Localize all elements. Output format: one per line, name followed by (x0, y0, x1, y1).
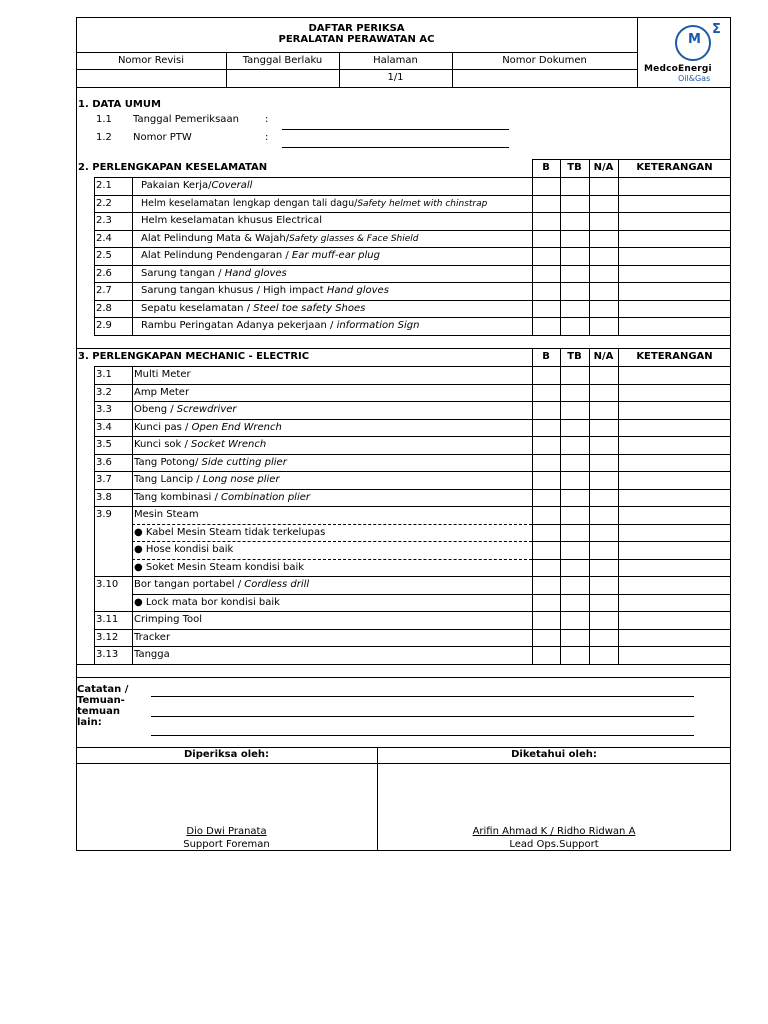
section3-check-na[interactable] (589, 506, 618, 524)
section3-remark-cell[interactable] (618, 489, 731, 506)
section3-item-no: 3.8 (96, 492, 112, 503)
section2-check-na[interactable] (589, 195, 618, 212)
section2-item-label (141, 215, 322, 227)
section2-check-na[interactable] (589, 230, 618, 247)
item-text-english: Combination plier (221, 492, 310, 503)
section3-row-dash-9 (132, 524, 532, 525)
section3-col-na: N/A (593, 351, 614, 362)
doc-title-line2: PERALATAN PERAWATAN AC (278, 34, 435, 45)
section3-check-b[interactable] (532, 471, 560, 489)
item-text: Rambu Peringatan Adanya pekerjaan / (141, 320, 337, 331)
header-line-3 (76, 87, 731, 88)
section3-check-b[interactable] (532, 524, 560, 541)
section3-check-b[interactable] (532, 366, 560, 384)
section2-check-b[interactable] (532, 317, 560, 335)
section2-check-na[interactable] (589, 300, 618, 317)
sign-top-line (76, 747, 731, 748)
section2-remark-cell[interactable] (618, 195, 731, 212)
section3-item-no: 3.7 (96, 474, 112, 485)
section2-check-tb[interactable] (560, 195, 589, 212)
section3-check-tb[interactable] (560, 401, 589, 419)
section3-item-label (134, 492, 310, 504)
section2-remark-cell[interactable] (618, 317, 731, 335)
section2-check-na[interactable] (589, 212, 618, 230)
notes-top-line-a (76, 664, 731, 665)
header-page-value: 1/1 (387, 72, 404, 83)
item-text: Sarung tangan khusus / High impact (141, 285, 327, 296)
section3-check-na[interactable] (589, 524, 618, 541)
s1-item2-label: Nomor PTW (133, 132, 192, 143)
item-text: ● Hose kondisi baik (134, 544, 234, 555)
section2-remark-cell[interactable] (618, 230, 731, 247)
section2-check-tb[interactable] (560, 300, 589, 317)
item-text: Tang kombinasi / (134, 492, 222, 503)
section3-item-no: 3.5 (96, 439, 112, 450)
section3-item-no: 3.6 (96, 457, 112, 468)
section3-check-b[interactable] (532, 646, 560, 664)
item-text: Tang Lancip / (134, 474, 203, 485)
section2-col-b: B (542, 162, 550, 173)
section3-remark-cell[interactable] (618, 576, 731, 594)
section3-check-tb[interactable] (560, 611, 589, 629)
section2-item-no: 2.3 (96, 215, 112, 226)
logo-letter: M (688, 32, 701, 47)
section3-check-na[interactable] (589, 646, 618, 664)
item-text: Helm keselamatan lengkap dengan tali dagu/ (141, 198, 358, 209)
section2-check-tb[interactable] (560, 230, 589, 247)
section3-check-na[interactable] (589, 401, 618, 419)
item-text: Kunci pas / (134, 422, 192, 433)
section3-item-no: 3.10 (96, 579, 119, 590)
section3-item-label (134, 649, 170, 661)
item-text-english: Hand gloves (326, 285, 389, 296)
section3-check-tb[interactable] (560, 489, 589, 506)
section3-item-label (134, 439, 266, 451)
section2-check-tb[interactable] (560, 212, 589, 230)
s1-item1-no: 1.1 (96, 114, 112, 125)
item-text-english: Cordless drill (244, 579, 310, 590)
section1-title: 1. DATA UMUM (78, 99, 161, 110)
item-text-english: Hand gloves (224, 268, 287, 279)
item-text: ● Soket Mesin Steam kondisi baik (134, 562, 305, 573)
section3-check-tb[interactable] (560, 559, 589, 576)
section2-item-no: 2.2 (96, 198, 112, 209)
section3-remark-cell[interactable] (618, 559, 731, 576)
section3-item-no: 3.9 (96, 509, 112, 520)
section3-remark-cell[interactable] (618, 646, 731, 664)
section2-item-label (141, 285, 389, 297)
item-text: ● Lock mata bor kondisi baik (134, 597, 280, 608)
section3-check-b[interactable] (532, 489, 560, 506)
header-line-2 (76, 69, 637, 70)
item-text-english: information Sign (336, 320, 420, 331)
section2-check-b[interactable] (532, 212, 560, 230)
notes-line-2[interactable] (151, 716, 694, 717)
section3-check-na[interactable] (589, 419, 618, 436)
known-by-label: Diketahui oleh: (511, 749, 597, 760)
section3-check-b[interactable] (532, 454, 560, 471)
section3-item-label (134, 404, 237, 416)
item-text: Tracker (134, 632, 171, 643)
section2-remark-cell[interactable] (618, 282, 731, 300)
logo-sigma: Σ (712, 22, 721, 37)
section3-check-na[interactable] (589, 611, 618, 629)
section3-col-b: B (542, 351, 550, 362)
section3-item-label (134, 632, 170, 644)
checked-by-name: Dio Dwi Pranata (186, 826, 267, 837)
section3-item-label (134, 544, 233, 556)
section3-check-tb[interactable] (560, 646, 589, 664)
section2-check-b[interactable] (532, 300, 560, 317)
notes-label-3: temuan (77, 706, 120, 717)
section3-check-b[interactable] (532, 436, 560, 454)
section3-item-no: 3.13 (96, 649, 119, 660)
item-text: Multi Meter (134, 369, 191, 380)
section2-head-top (532, 159, 731, 160)
section3-check-b[interactable] (532, 576, 560, 594)
section3-remark-cell[interactable] (618, 629, 731, 646)
section2-vl-no (94, 177, 95, 335)
section3-check-tb[interactable] (560, 366, 589, 384)
section3-check-na[interactable] (589, 384, 618, 401)
section2-item-no: 2.9 (96, 320, 112, 331)
section2-item-label (141, 303, 365, 315)
header-revision-label: Nomor Revisi (117, 55, 185, 66)
checked-by-label: Diperiksa oleh: (183, 749, 270, 760)
item-text: Tangga (134, 649, 170, 660)
sign-header-line (76, 763, 731, 764)
section3-item-label (134, 387, 189, 399)
section3-check-b[interactable] (532, 629, 560, 646)
item-text: Crimping Tool (134, 614, 203, 625)
item-text: Pakaian Kerja/ (141, 180, 212, 191)
item-text: ● Kabel Mesin Steam tidak terkelupas (134, 527, 326, 538)
item-text-english: Screwdriver (176, 404, 237, 415)
section3-item-label (134, 509, 199, 521)
notes-line-3[interactable] (151, 735, 694, 736)
section3-check-na[interactable] (589, 436, 618, 454)
section3-remark-cell[interactable] (618, 436, 731, 454)
item-text: Amp Meter (134, 387, 190, 398)
section3-check-tb[interactable] (560, 419, 589, 436)
section3-remark-cell[interactable] (618, 524, 731, 541)
section3-check-b[interactable] (532, 541, 560, 559)
section3-remark-cell[interactable] (618, 541, 731, 559)
section2-remark-cell[interactable] (618, 177, 731, 195)
section3-remark-cell[interactable] (618, 384, 731, 401)
section3-item-label (134, 457, 287, 469)
s1-item1-field[interactable] (282, 129, 509, 130)
s1-item2-field[interactable] (282, 147, 509, 148)
item-text: Tang Potong/ (134, 457, 202, 468)
section3-check-tb[interactable] (560, 524, 589, 541)
section3-check-na[interactable] (589, 366, 618, 384)
section3-item-label (134, 614, 202, 626)
known-by-name: Arifin Ahmad K / Ridho Ridwan A (472, 826, 636, 837)
section3-remark-cell[interactable] (618, 419, 731, 436)
section2-check-tb[interactable] (560, 282, 589, 300)
section2-check-na[interactable] (589, 265, 618, 282)
item-text: Bor tangan portabel / (134, 579, 245, 590)
section2-check-na[interactable] (589, 177, 618, 195)
section3-check-tb[interactable] (560, 594, 589, 611)
section3-remark-cell[interactable] (618, 454, 731, 471)
section2-item-no: 2.4 (96, 233, 112, 244)
section3-col-keterangan: KETERANGAN (636, 351, 713, 362)
section2-item-no: 2.5 (96, 250, 112, 261)
section2-check-b[interactable] (532, 230, 560, 247)
item-text: Sarung tangan / (141, 268, 225, 279)
s1-item1-colon: : (265, 114, 269, 125)
item-text: Alat Pelindung Mata & Wajah/ (141, 233, 290, 244)
known-by-role: Lead Ops.Support (509, 839, 599, 850)
section3-item-label (134, 579, 309, 591)
section2-remark-cell[interactable] (618, 265, 731, 282)
section3-row-dash-10 (132, 541, 532, 542)
section3-check-tb[interactable] (560, 541, 589, 559)
section2-item-no: 2.8 (96, 303, 112, 314)
section3-check-b[interactable] (532, 506, 560, 524)
section3-check-b[interactable] (532, 594, 560, 611)
section2-item-no: 2.7 (96, 285, 112, 296)
notes-top-line-b (76, 677, 731, 678)
section3-check-tb[interactable] (560, 436, 589, 454)
section2-check-tb[interactable] (560, 247, 589, 265)
section2-vl-item (132, 177, 133, 335)
section2-item-no: 2.6 (96, 268, 112, 279)
section2-check-b[interactable] (532, 195, 560, 212)
item-text: Mesin Steam (134, 509, 199, 520)
section2-check-na[interactable] (589, 317, 618, 335)
section3-check-na[interactable] (589, 576, 618, 594)
section3-check-b[interactable] (532, 401, 560, 419)
logo-wordmark: MedcoEnergi (644, 64, 712, 74)
section3-check-b[interactable] (532, 419, 560, 436)
section3-remark-cell[interactable] (618, 366, 731, 384)
section2-check-tb[interactable] (560, 317, 589, 335)
section3-remark-cell[interactable] (618, 611, 731, 629)
section3-check-na[interactable] (589, 594, 618, 611)
section3-item-label (134, 369, 191, 381)
section3-check-tb[interactable] (560, 384, 589, 401)
section3-col-tb: TB (567, 351, 582, 362)
section2-check-b[interactable] (532, 265, 560, 282)
item-text-english: Ear muff-ear plug (291, 250, 380, 261)
item-text-english: Open End Wrench (191, 422, 282, 433)
notes-label-1: Catatan / (77, 684, 129, 695)
section2-check-b[interactable] (532, 177, 560, 195)
section2-col-na: N/A (593, 162, 614, 173)
section3-check-na[interactable] (589, 489, 618, 506)
section3-item-no: 3.11 (96, 614, 119, 625)
section2-remark-cell[interactable] (618, 212, 731, 230)
section3-remark-cell[interactable] (618, 506, 731, 524)
notes-label-4: lain: (77, 717, 102, 728)
section3-item-no: 3.3 (96, 404, 112, 415)
section2-check-tb[interactable] (560, 177, 589, 195)
header-page-label: Halaman (373, 55, 418, 66)
section3-remark-cell[interactable] (618, 401, 731, 419)
item-text-english: Safety helmet with chinstrap (357, 199, 488, 209)
section3-check-tb[interactable] (560, 454, 589, 471)
s1-item2-colon: : (265, 132, 269, 143)
item-text-english: Socket Wrench (191, 439, 267, 450)
section3-check-na[interactable] (589, 559, 618, 576)
section2-col-keterangan: KETERANGAN (636, 162, 713, 173)
section3-row-dash-11 (132, 559, 532, 560)
section2-item-label (141, 198, 487, 210)
item-text-english: Coverall (211, 180, 253, 191)
section2-check-na[interactable] (589, 247, 618, 265)
item-text: Kunci sok / (134, 439, 192, 450)
section3-item-no: 3.1 (96, 369, 112, 380)
section3-item-no: 3.2 (96, 387, 112, 398)
checked-by-role: Support Foreman (183, 839, 270, 850)
section3-vl-no (94, 366, 95, 664)
item-text: Alat Pelindung Pendengaran / (141, 250, 292, 261)
section2-item-no: 2.1 (96, 180, 112, 191)
notes-line-1[interactable] (151, 696, 694, 697)
section3-item-no: 3.12 (96, 632, 119, 643)
header-line-1 (76, 52, 637, 53)
section3-check-tb[interactable] (560, 629, 589, 646)
section2-item-label (141, 250, 380, 262)
s1-item1-label: Tanggal Pemeriksaan (133, 114, 239, 125)
section2-check-b[interactable] (532, 282, 560, 300)
item-text: Sepatu keselamatan / (141, 303, 254, 314)
section3-check-b[interactable] (532, 384, 560, 401)
item-text: Helm keselamatan khusus Electrical (141, 215, 323, 226)
section3-check-na[interactable] (589, 629, 618, 646)
section3-item-label (134, 422, 282, 434)
section3-title: 3. PERLENGKAPAN MECHANIC - ELECTRIC (78, 351, 310, 362)
section3-check-b[interactable] (532, 611, 560, 629)
section3-check-tb[interactable] (560, 471, 589, 489)
section2-item-label (141, 268, 287, 280)
header-logo-divider (637, 17, 638, 87)
s1-item2-no: 1.2 (96, 132, 112, 143)
section2-check-b[interactable] (532, 247, 560, 265)
header-docno-label: Nomor Dokumen (502, 55, 587, 66)
logo-subtext: Oil&Gas (678, 74, 711, 83)
section3-vl-item (132, 366, 133, 664)
doc-title-line1: DAFTAR PERIKSA (308, 23, 405, 34)
item-text-english: Steel toe safety Shoes (253, 303, 366, 314)
item-text-english: Long nose plier (202, 474, 280, 485)
section2-row-line-9 (94, 335, 731, 336)
section2-col-tb: TB (567, 162, 582, 173)
section3-remark-cell[interactable] (618, 471, 731, 489)
notes-label-2: Temuan- (77, 695, 125, 706)
section2-remark-cell[interactable] (618, 300, 731, 317)
section3-item-label (134, 562, 304, 574)
section3-check-tb[interactable] (560, 576, 589, 594)
section3-head-top (532, 348, 731, 349)
section2-check-na[interactable] (589, 282, 618, 300)
section3-remark-cell[interactable] (618, 594, 731, 611)
section3-check-na[interactable] (589, 541, 618, 559)
section3-check-na[interactable] (589, 471, 618, 489)
section3-item-label (134, 527, 325, 539)
item-text: Obeng / (134, 404, 177, 415)
section3-item-label (134, 474, 280, 486)
item-text-english: Safety glasses & Face Shield (289, 234, 419, 244)
section2-item-label (141, 320, 419, 332)
section2-check-tb[interactable] (560, 265, 589, 282)
section2-title: 2. PERLENGKAPAN KESELAMATAN (78, 162, 268, 173)
section2-item-label (141, 180, 252, 192)
section3-item-no: 3.4 (96, 422, 112, 433)
section2-remark-cell[interactable] (618, 247, 731, 265)
section3-check-b[interactable] (532, 559, 560, 576)
section3-check-tb[interactable] (560, 506, 589, 524)
header-effective-label: Tanggal Berlaku (242, 55, 323, 66)
section3-check-na[interactable] (589, 454, 618, 471)
section3-item-label (134, 597, 280, 609)
item-text-english: Side cutting plier (201, 457, 287, 468)
section2-item-label (141, 233, 419, 245)
